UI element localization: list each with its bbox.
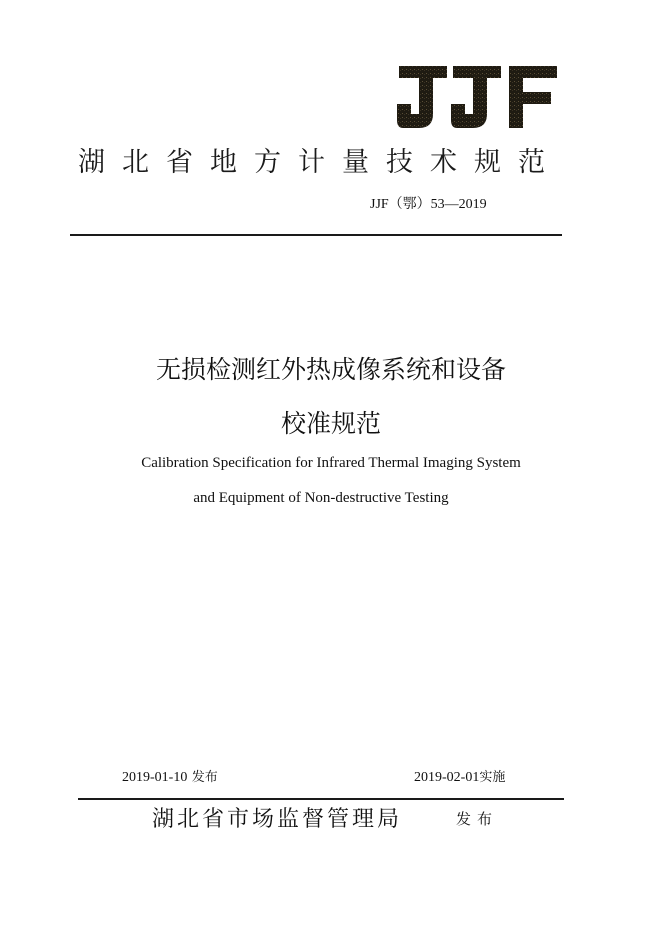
publisher-name: 湖北省市场监督管理局 xyxy=(152,807,403,832)
implementation-date: 2019-02-01 xyxy=(414,770,480,785)
title-cn-line2: 校准规范 xyxy=(280,409,381,438)
header-title: 湖北省地方计量技术规范 xyxy=(78,147,562,178)
title-en-line1: Calibration Specification for Infrared Thermal Imaging System xyxy=(141,455,521,471)
jjf-logo-icon xyxy=(397,64,559,130)
top-divider xyxy=(70,234,562,236)
implementation-date-block xyxy=(414,766,505,786)
title-cn-line1: 无损检测红外热成像系统和设备 xyxy=(155,355,506,384)
standard-number: JJF（鄂）53—2019 xyxy=(370,197,487,212)
bottom-divider xyxy=(78,798,564,800)
issue-label: 发布 xyxy=(191,770,218,785)
issue-date-block xyxy=(122,766,218,786)
title-en-line2: and Equipment of Non-destructive Testing xyxy=(193,490,449,506)
issue-date: 2019-01-10 xyxy=(122,770,188,785)
implementation-label: 实施 xyxy=(479,770,506,785)
publish-label: 发布 xyxy=(456,810,499,828)
